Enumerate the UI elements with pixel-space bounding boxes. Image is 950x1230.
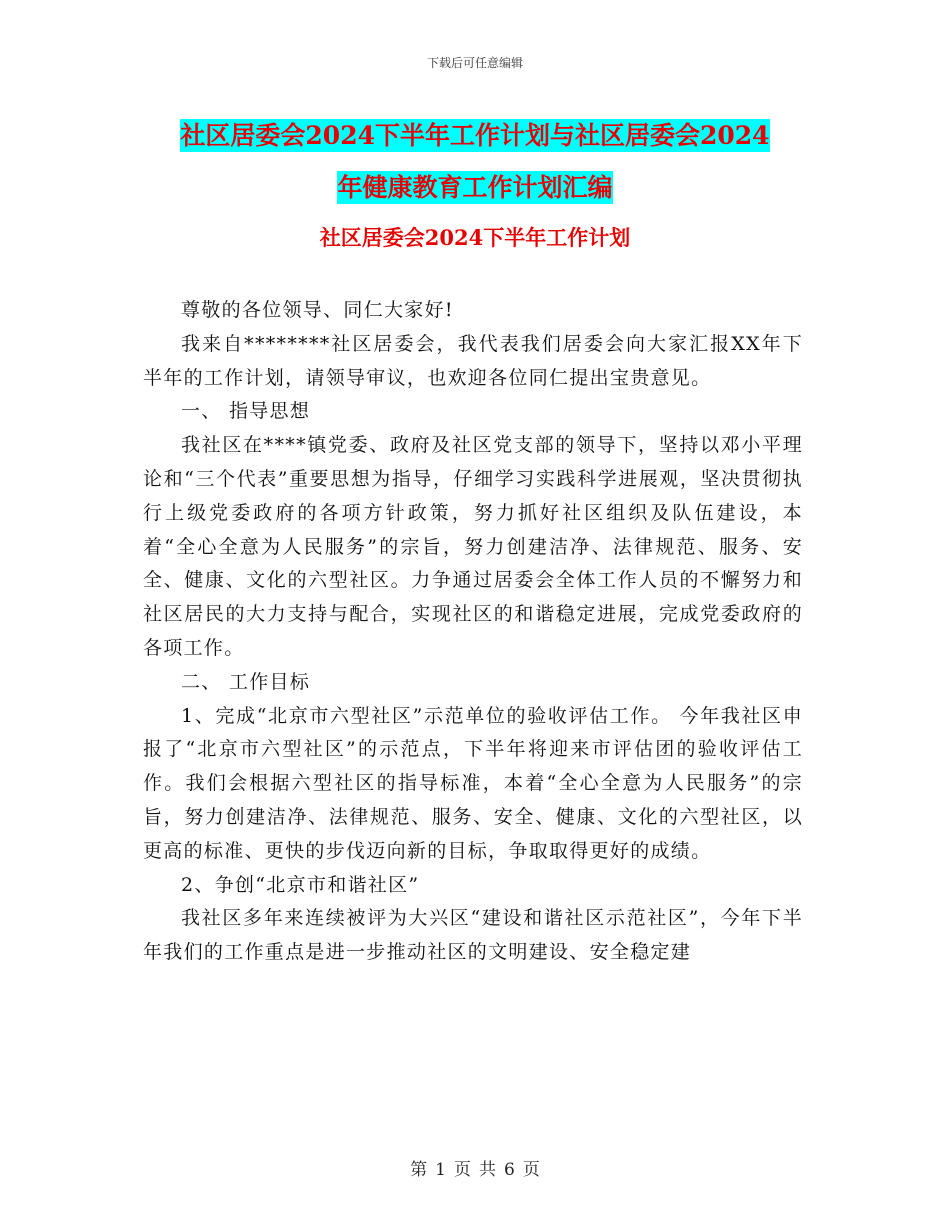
heading-guiding-ideology: 一、 指导思想 <box>181 400 311 423</box>
heading-goal-2: 2、争创“北京市和谐社区” <box>181 873 420 896</box>
footer-total-unit: 页 <box>522 1160 540 1180</box>
paragraph-goal-1: 1、完成“北京市六型社区”示范单位的验收评估工作。 今年我社区申报了“北京市六型社区”的示范点，下半年将迎来市评估团的验收评估工作。我们会根据六型社区的指导标准，本着“全心全意为人民服务”的宗旨，努力创建洁净、法律规范、服务、安全、健康、文化的六型社区，以更高的标准、更快的步伐迈向新的目标，争取取得更好的成绩。 <box>143 704 803 862</box>
page-footer <box>0 1155 950 1180</box>
section-title: 社区居委会2024下半年工作计划 <box>319 225 631 250</box>
footer-page-unit: 页 <box>454 1160 471 1180</box>
heading-work-goals: 二、 工作目标 <box>181 670 311 693</box>
document-body <box>143 294 803 970</box>
paragraph-goal-2: 我社区多年来连续被评为大兴区“建设和谐社区示范社区”，今年下半年我们的工作重点是进一步推动社区的文明建设、安全稳定建 <box>143 907 803 964</box>
document-title-line-1: 社区居委会2024下半年工作计划与社区居委会2024 <box>180 121 770 150</box>
footer-page-label: 第 <box>410 1160 428 1180</box>
document-title <box>0 110 950 214</box>
document-title-line-2: 年健康教育工作计划汇编 <box>337 173 613 202</box>
paragraph-greeting: 尊敬的各位领导、同仁大家好! <box>181 299 454 321</box>
footer-total-label: 共 <box>479 1160 496 1180</box>
page-header-note: 下载后可任意编辑 <box>426 56 523 70</box>
footer-page-number: 1 <box>435 1160 446 1180</box>
paragraph-intro: 我来自********社区居委会，我代表我们居委会向大家汇报XX年下半年的工作计划，请领导审议，也欢迎各位同仁提出宝贵意见。 <box>143 332 803 389</box>
footer-total-number: 6 <box>504 1160 515 1180</box>
paragraph-guiding-ideology: 我社区在****镇党委、政府及社区党支部的领导下，坚持以邓小平理论和“三个代表”重要思想为指导，仔细学习实践科学进展观，坚决贯彻执行上级党委政府的各项方针政策，努力抓好社区组织及队伍建设，本着“全心全意为人民服务”的宗旨，努力创建洁净、法律规范、服务、安全、健康、文化的六型社区。力争通过居委会全体工作人员的不懈努力和社区居民的大力支持与配合，实现社区的和谐稳定进展，完成党委政府的各项工作。 <box>143 434 803 659</box>
